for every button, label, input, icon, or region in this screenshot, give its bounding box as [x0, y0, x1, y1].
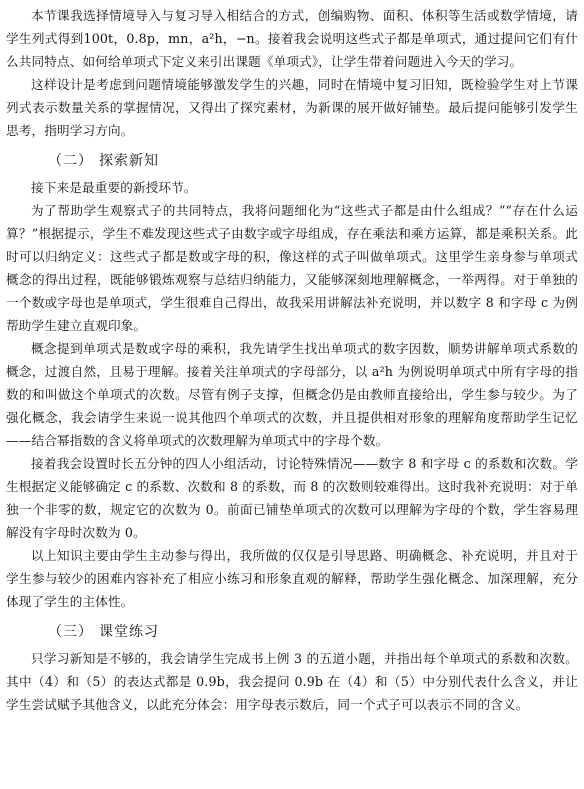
section-heading-explore: [6, 148, 578, 174]
explore-paragraph-5: 以上知识主要由学生主动参与得出，我所做的仅仅是引导思路、明确概念、补充说明，并且对于学生参与较少的困难内容补充了相应小练习和形象直观的解释，帮助学生强化概念、加深理解，充分体现了学生的主体性。: [6, 548, 578, 609]
explore-paragraph-3: 概念提到单项式是数或字母的乘积，我先请学生找出单项式的数字因数，顺势讲解单项式系数的概念，过渡自然，且易于理解。接着关注单项式的字母部分，以 a²h 为例说明单项式中所有字母的指数的和叫做这个单项式的次数。尽管有例子支撑，但概念仍是由教师直接给出，学生参与较少。为了强化概念，我会请学生来说一说其他四个单项式的次数，并且提供相对形象的理解角度帮助学生记忆——结合幂指数的含义将单项式的次数理解为单项式中的字母个数。: [6, 341, 578, 448]
intro-paragraph-2: 这样设计是考虑到问题情境能够激发学生的兴趣，同时在情境中复习旧知，既检验学生对上节课列式表示数量关系的掌握情况，又得出了探究素材，为新课的展开做好铺垫。最后提问能够引发学生思考，指明学习方向。: [6, 77, 578, 138]
section-number: （三）: [48, 624, 93, 640]
explore-paragraph-2: 为了帮助学生观察式子的共同特点，我将问题细化为“这些式子都是由什么组成？”“存在什么运算？”根据提示，学生不难发现这些式子由数字或字母组成，存在乘法和乘方运算，都是乘积关系。此时可以归纳定义：这些式子都是数或字母的积，像这样的式子叫做单项式。这里学生亲身参与单项式概念的得出过程，既能够锻炼观察与总结归纳能力，又能够深刻地理解概念，一举两得。对于单独的一个数或字母也是单项式，学生很难自己得出，故我采用讲解法补充说明，并以数字 8 和字母 c 为例帮助学生建立直观印象。: [6, 203, 578, 333]
section-title: 课堂练习: [99, 624, 159, 640]
practice-paragraph-1: 只学习新知是不够的，我会请学生完成书上例 3 的五道小题，并指出每个单项式的系数和次数。其中（4）和（5）的表达式都是 0.9b，我会提问 0.9b 在（4）和（5）中分别代表什么含义，并让学生尝试赋予其他含义，以此充分体会：用字母表示数后，同一个式子可以表示不同的含义。: [6, 651, 578, 712]
explore-paragraph-1: 接下来是最重要的新授环节。: [31, 180, 197, 195]
explore-paragraph-4: 接着我会设置时长五分钟的四人小组活动，讨论特殊情况——数字 8 和字母 c 的系数和次数。学生根据定义能够确定 c 的系数、次数和 8 的系数，而 8 的次数则较难得出。这时我补充说明：对于单独一个非零的数，规定它的次数为 0。前面已铺垫单项式的次数可以理解为字母的个数，学生容易理解没有字母时次数为 0。: [6, 456, 578, 540]
section-title: 探索新知: [99, 153, 159, 169]
section-number: （二）: [48, 153, 93, 169]
section-heading-practice: [6, 619, 578, 645]
intro-paragraph-1: 本节课我选择情境导入与复习导入相结合的方式，创编购物、面积、体积等生活或数学情境，请学生列式得到100t，0.8p，mn，a²h，−n。接着我会说明这些式子都是单项式，通过提问它们有什么共同特点、如何给单项式下定义来引出课题《单项式》，让学生带着问题进入今天的学习。: [6, 8, 578, 69]
